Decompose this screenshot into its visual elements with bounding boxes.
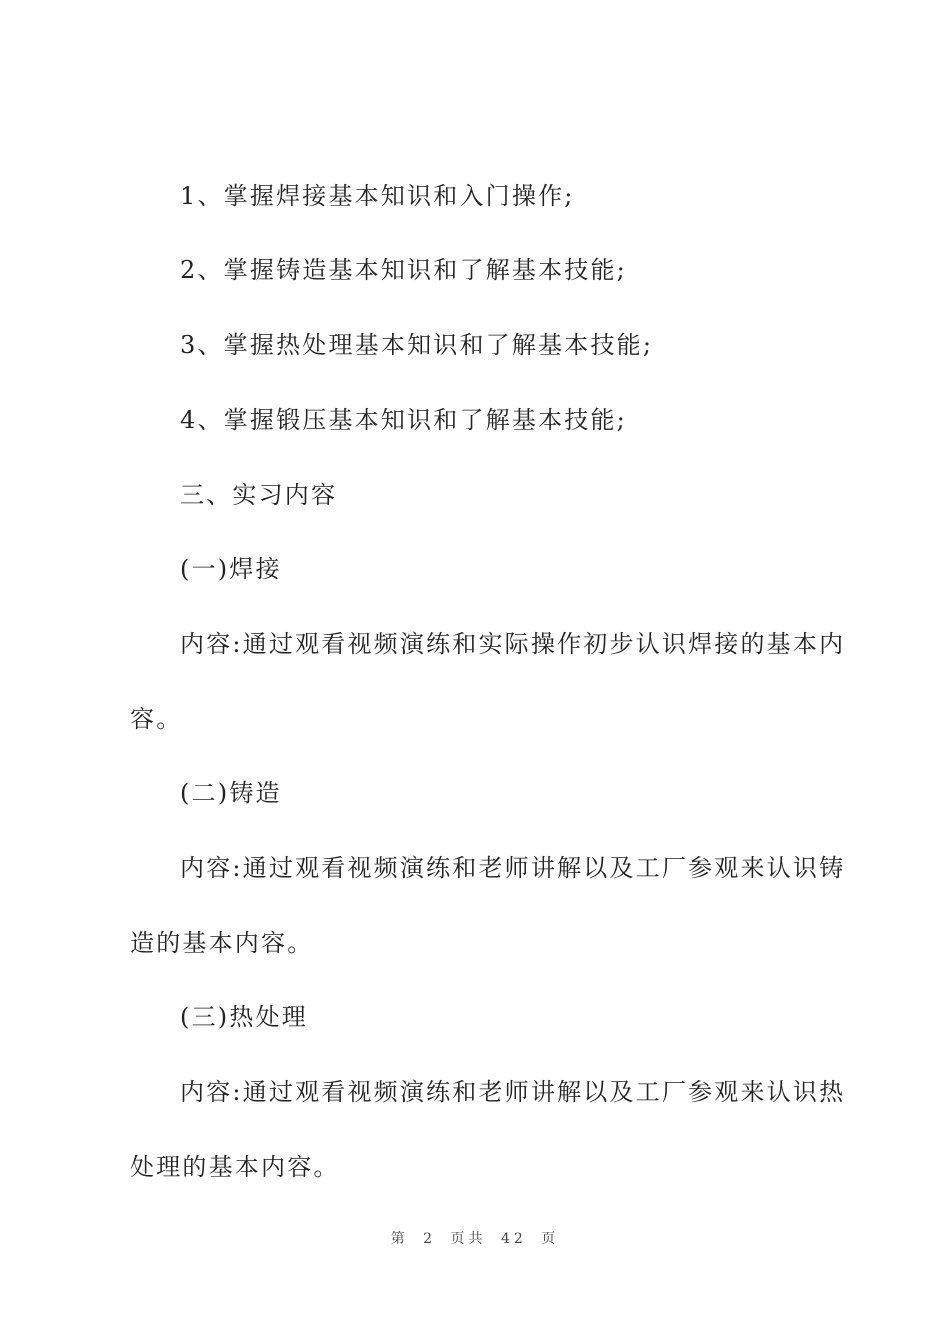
subsection-heading-welding: (一)焊接 xyxy=(180,555,282,583)
subsection-heading-heat-treatment: (三)热处理 xyxy=(180,1003,308,1031)
paragraph-heat-treatment-line-1: 内容:通过观看视频演练和老师讲解以及工厂参观来认识热 xyxy=(180,1078,846,1106)
objective-item-3: 3、掌握热处理基本知识和了解基本技能; xyxy=(180,331,654,359)
paragraph-welding-line-2: 容。 xyxy=(130,705,183,733)
section-heading: 三、实习内容 xyxy=(180,481,338,509)
objective-item-1: 1、掌握焊接基本知识和入门操作; xyxy=(180,182,575,210)
page-number-footer: 第 2 页共 42 页 xyxy=(390,1231,560,1247)
paragraph-casting-line-2: 造的基本内容。 xyxy=(130,929,314,957)
objective-item-2: 2、掌握铸造基本知识和了解基本技能; xyxy=(180,256,627,284)
paragraph-welding-line-1: 内容:通过观看视频演练和实际操作初步认识焊接的基本内 xyxy=(180,630,846,658)
objective-item-4: 4、掌握锻压基本知识和了解基本技能; xyxy=(180,406,627,434)
paragraph-heat-treatment-line-2: 处理的基本内容。 xyxy=(130,1153,340,1181)
paragraph-casting-line-1: 内容:通过观看视频演练和老师讲解以及工厂参观来认识铸 xyxy=(180,854,846,882)
subsection-heading-casting: (二)铸造 xyxy=(180,779,282,807)
